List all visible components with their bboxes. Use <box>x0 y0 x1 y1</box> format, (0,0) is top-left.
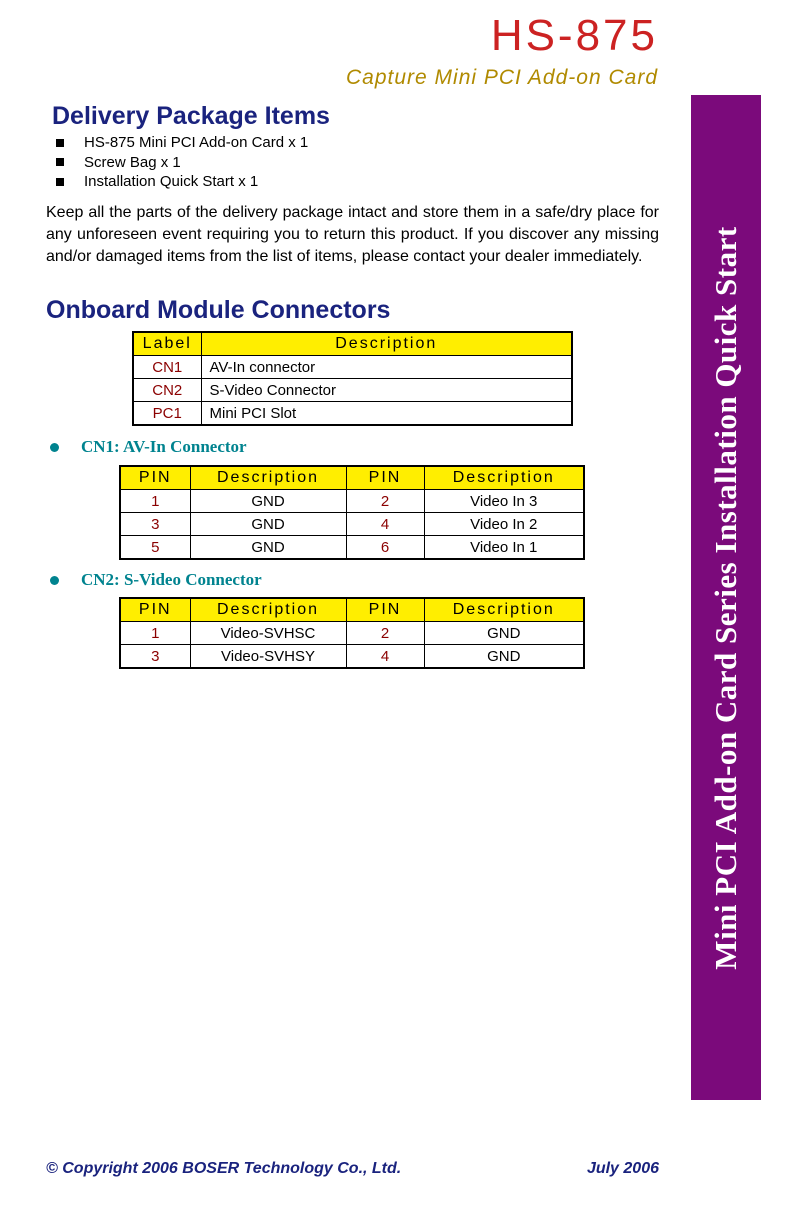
table-row <box>133 356 572 379</box>
onboard-table <box>132 331 573 426</box>
sidebar-title: Mini PCI Add-on Card Series Installation Quick Start <box>708 225 743 970</box>
description-cell: Video In 2 <box>424 513 584 536</box>
pin-cell: 2 <box>346 622 424 645</box>
label-cell: PC1 <box>133 402 201 426</box>
description-cell: Video In 3 <box>424 490 584 513</box>
product-subtitle: Capture Mini PCI Add-on Card <box>345 66 658 89</box>
sidebar-banner <box>691 95 761 1100</box>
description-cell: GND <box>190 513 346 536</box>
column-header: PIN <box>346 466 424 490</box>
list-item: Screw Bag x 1 <box>56 153 308 173</box>
bullet-dot-icon <box>50 576 59 585</box>
cn2-table <box>119 597 585 669</box>
description-cell: GND <box>424 622 584 645</box>
pin-cell: 4 <box>346 645 424 669</box>
pin-cell: 5 <box>120 536 190 560</box>
copyright-text: © Copyright 2006 BOSER Technology Co., Ltd. <box>46 1160 402 1177</box>
list-item: HS-875 Mini PCI Add-on Card x 1 <box>56 133 308 153</box>
column-header: Description <box>190 598 346 622</box>
square-bullet-icon <box>56 158 64 166</box>
column-header: PIN <box>120 598 190 622</box>
description-cell: GND <box>424 645 584 669</box>
table-row <box>120 536 584 560</box>
cn2-heading <box>50 570 262 590</box>
cn1-table <box>119 465 585 560</box>
onboard-heading: Onboard Module Connectors <box>46 296 391 324</box>
column-header: Label <box>133 332 201 356</box>
column-header: Description <box>424 466 584 490</box>
cn1-heading <box>50 437 247 457</box>
pin-cell: 2 <box>346 490 424 513</box>
table-row <box>120 513 584 536</box>
square-bullet-icon <box>56 178 64 186</box>
table-header-row <box>120 598 584 622</box>
description-cell: AV-In connector <box>201 356 572 379</box>
delivery-list <box>56 133 308 192</box>
column-header: PIN <box>120 466 190 490</box>
square-bullet-icon <box>56 139 64 147</box>
pin-cell: 1 <box>120 490 190 513</box>
description-cell: GND <box>190 490 346 513</box>
pin-cell: 1 <box>120 622 190 645</box>
column-header: Description <box>424 598 584 622</box>
description-cell: S-Video Connector <box>201 379 572 402</box>
table-row <box>120 645 584 669</box>
description-cell: GND <box>190 536 346 560</box>
pin-cell: 4 <box>346 513 424 536</box>
delivery-paragraph: Keep all the parts of the delivery package intact and store them in a safe/dry place for any unforeseen event requiring you to return this product. If you discover any missing and/or damaged items from the list of items, please contact your dealer immediately. <box>46 204 659 265</box>
label-cell: CN2 <box>133 379 201 402</box>
table-row <box>133 402 572 426</box>
description-cell: Mini PCI Slot <box>201 402 572 426</box>
description-cell: Video-SVHSC <box>190 622 346 645</box>
model-title: HS-875 <box>490 11 658 60</box>
column-header: PIN <box>346 598 424 622</box>
column-header: Description <box>201 332 572 356</box>
pin-cell: 6 <box>346 536 424 560</box>
delivery-heading: Delivery Package Items <box>52 102 330 130</box>
table-row <box>120 622 584 645</box>
table-header-row <box>120 466 584 490</box>
pin-cell: 3 <box>120 645 190 669</box>
pin-cell: 3 <box>120 513 190 536</box>
table-row <box>120 490 584 513</box>
description-cell: Video-SVHSY <box>190 645 346 669</box>
footer-date: July 2006 <box>586 1160 659 1177</box>
cn1-title: CN1: AV-In Connector <box>81 437 247 456</box>
label-cell: CN1 <box>133 356 201 379</box>
list-item: Installation Quick Start x 1 <box>56 172 308 192</box>
table-row <box>133 379 572 402</box>
table-header-row <box>133 332 572 356</box>
cn2-title: CN2: S-Video Connector <box>81 570 262 589</box>
column-header: Description <box>190 466 346 490</box>
bullet-dot-icon <box>50 443 59 452</box>
description-cell: Video In 1 <box>424 536 584 560</box>
